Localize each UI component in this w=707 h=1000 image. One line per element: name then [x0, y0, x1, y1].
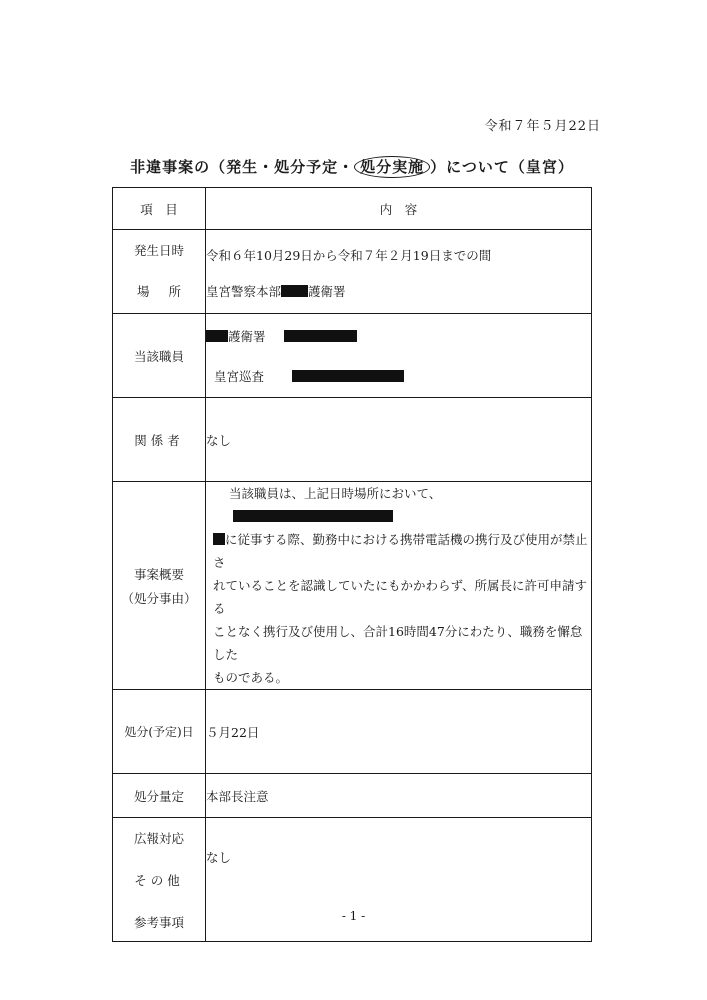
header-row	[113, 188, 592, 230]
title-suffix: ）について（皇宮）	[430, 158, 574, 176]
occurrence-label: 発生日時	[113, 230, 206, 270]
summary-label-line-1: 事案概要	[133, 566, 184, 582]
row-staff	[113, 314, 592, 398]
staff-unit: 護衛署	[228, 328, 266, 344]
redaction-bar	[213, 533, 225, 545]
summary-label	[113, 482, 206, 690]
row-occurrence	[113, 230, 592, 270]
related-label: 関係者	[113, 398, 206, 482]
staff-line-1	[206, 327, 591, 345]
pr-value: なし	[206, 818, 592, 942]
disposal-date-label: 処分(予定)日	[113, 690, 206, 774]
summary-line-3: れていることを認識していたにもかかわらず、所属長に許可申請する	[213, 578, 588, 616]
staff-rank: 皇宮巡査	[214, 368, 265, 384]
header-item: 項 目	[113, 188, 206, 230]
disposal-date-value: ５月22日	[206, 690, 592, 774]
place-value-suffix: 護衛署	[308, 284, 346, 300]
staff-label: 当該職員	[113, 314, 206, 398]
redaction-bar	[233, 510, 393, 522]
staff-line-2	[206, 367, 591, 385]
summary-line-2	[213, 528, 591, 574]
pr-label-line-3: 参考事項	[133, 914, 184, 930]
redaction-bar	[281, 285, 308, 297]
place-label	[113, 270, 206, 314]
disposal-label: 処分量定	[113, 774, 206, 818]
document-date: 令和７年５月22日	[484, 119, 601, 134]
title-circled-status: 処分実施	[354, 156, 430, 178]
pr-label-line-2: その他	[134, 872, 184, 888]
place-value-prefix: 皇宮警察本部	[206, 284, 282, 300]
redaction-bar	[284, 330, 357, 342]
title-prefix: 非違事案の（発生・処分予定・	[130, 158, 355, 176]
row-place	[113, 270, 592, 314]
place-value	[206, 270, 592, 314]
place-label-b: 所	[168, 284, 181, 300]
row-related	[113, 398, 592, 482]
row-disposal-date	[113, 690, 592, 774]
place-label-a: 場	[137, 284, 150, 300]
summary-text-1: 当該職員は、上記日時場所において、	[229, 486, 442, 501]
summary-value	[206, 482, 592, 690]
redaction-bar	[206, 330, 228, 342]
summary-line-5: ものである。	[213, 670, 289, 685]
staff-value	[206, 314, 592, 398]
related-value: なし	[206, 398, 592, 482]
row-summary	[113, 482, 592, 690]
summary-line-1	[213, 482, 591, 528]
disposal-value: 本部長注意	[206, 774, 592, 818]
summary-text-2: に従事する際、勤務中における携帯電話機の携行及び使用が禁止さ	[213, 532, 588, 570]
summary-label-line-2: （処分事由）	[121, 590, 197, 606]
row-disposal	[113, 774, 592, 818]
header-content: 内 容	[206, 188, 592, 230]
redaction-bar	[292, 370, 404, 382]
page-number: - 1 -	[341, 909, 366, 923]
document-title	[112, 156, 592, 178]
summary-line-4: ことなく携行及び使用し、合計16時間47分にわたり、職務を懈怠した	[213, 624, 583, 662]
pr-label-line-1: 広報対応	[133, 830, 184, 846]
occurrence-value: 令和６年10月29日から令和７年２月19日までの間	[206, 230, 592, 270]
incident-table	[112, 187, 592, 942]
